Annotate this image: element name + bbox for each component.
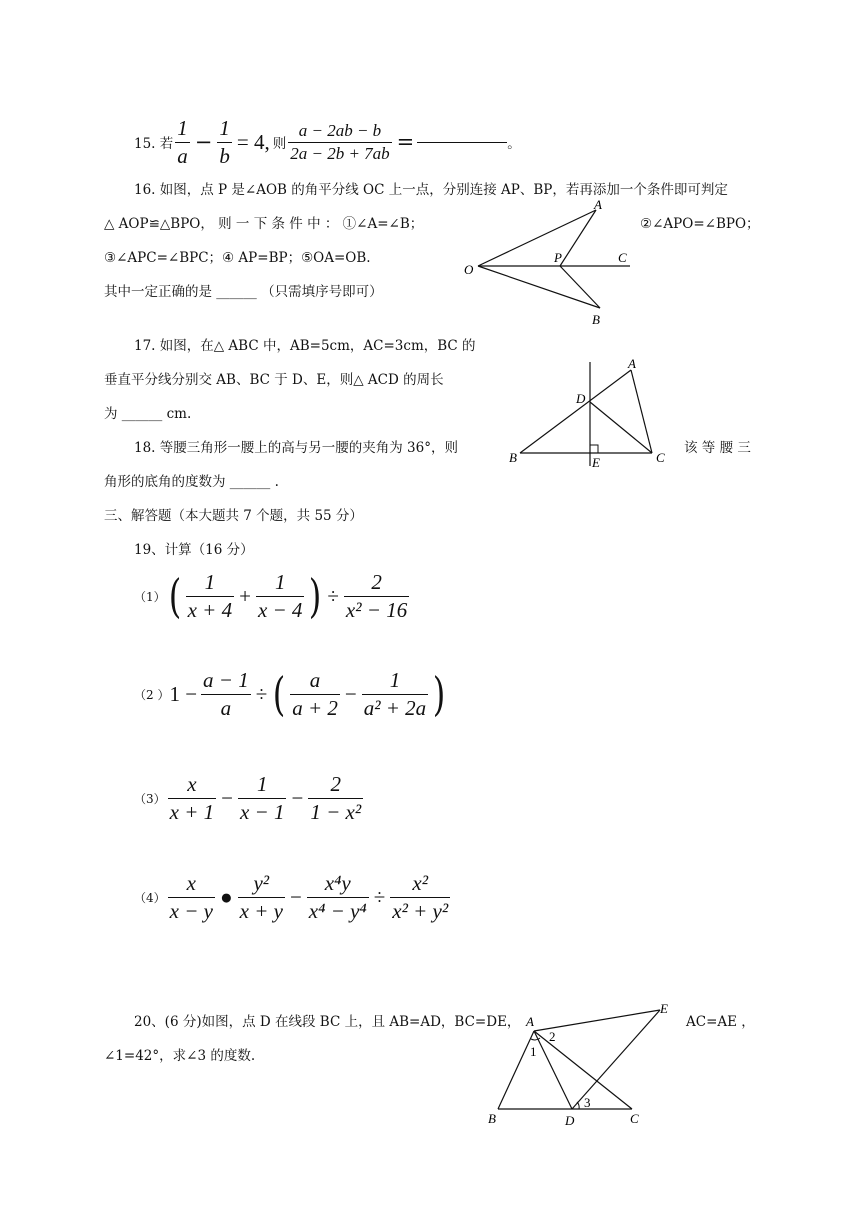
bullet-icon: ●: [219, 884, 233, 909]
q15-then: 则: [272, 136, 287, 152]
question-15: 15. 若 $\frac{1}{a}$ − $\frac{1}{b}$ = 4, 则 $\frac{a - 2ab - b}{2a - 2b + 7ab}$ = 。: [134, 115, 521, 168]
q17-label-A: A: [628, 356, 636, 371]
q19-part-1: （1） ( $\frac{1}{x + 4}$ + $\frac{1}{x - 4}$ ) ÷ $\frac{2}{\text{x² − 16}}$: [134, 569, 408, 623]
q16-label-P: P: [554, 250, 562, 265]
q19-title: 19、计算（16 分）: [134, 542, 254, 558]
q16-line-2-right: ②∠APO=∠BPO；: [640, 216, 760, 232]
q19-p1-label: （1）: [134, 589, 166, 604]
section-3-title: 三、解答题（本大题共 7 个题，共 55 分）: [104, 508, 363, 524]
q18-line-1-left: 18. 等腰三角形一腰上的高与另一腰的夹角为 36°，则: [134, 440, 458, 456]
q17-line-2: 垂直平分线分别交 AB、BC 于 D、E，则△ ACD 的周长: [104, 372, 444, 388]
q16-line-4: 其中一定正确的是 ______ （只需填序号即可）: [104, 284, 383, 300]
q20-line-1-right: AC=AE ，: [686, 1014, 755, 1030]
q16-label-O: O: [464, 262, 474, 277]
q20-label-B: B: [488, 1111, 496, 1126]
q19-p4-label: （4）: [134, 890, 166, 905]
q19-part-3: （3） $\frac{x}{x + 1}$ − $\frac{1}{x - 1}$ − $\frac{2}{\text{1 − x²}}$: [134, 771, 362, 824]
q20-label-C: C: [630, 1111, 639, 1126]
q15-suffix: 。: [507, 136, 521, 152]
q17-label-B: B: [509, 450, 517, 465]
q19-part-2: （2 ） 1 − $\frac{a - 1}{a}$ ÷ ( $\frac{a}{a + 2}$ − $\frac{1}{\text{a² + 2a}}$ ): [134, 667, 446, 721]
q17-line-1: 17. 如图，在△ ABC 中，AB=5cm，AC=3cm，BC 的: [134, 338, 476, 354]
q20-label-1: 1: [530, 1044, 537, 1059]
q17-label-E: E: [592, 455, 600, 470]
q20-label-D: D: [565, 1113, 575, 1128]
q17-label-C: C: [656, 450, 665, 465]
q20-figure: [484, 996, 680, 1132]
q15-answer-blank[interactable]: [417, 142, 507, 143]
q20-label-3: 3: [584, 1095, 591, 1110]
q16-label-A: A: [594, 197, 602, 212]
q18-line-1-right: 该 等 腰 三: [684, 440, 751, 456]
q19-part-4: （4） $\frac{x}{x - y}$ ● $\frac{\text{y²}}{x + y}$ − $\frac{\text{x⁴y}}{\text{x⁴ − y⁴}}$ ÷ $\frac{\text{x²}}{\text{x² + y²}}$: [134, 870, 449, 923]
q16-line-3: ③∠APC=∠BPC；④ AP=BP；⑤OA=OB.: [104, 250, 371, 266]
q15-fraction-1: $\frac{1}{a}$: [177, 115, 188, 168]
q19-p3-label: （3）: [134, 791, 166, 806]
q20-label-A: A: [526, 1014, 534, 1029]
q16-label-B: B: [592, 312, 600, 327]
q16-label-C: C: [618, 250, 627, 265]
q20-line-1-left: 20、(6 分)如图，点 D 在线段 BC 上，且 AB=AD，BC=DE，: [134, 1014, 521, 1030]
q16-figure: [460, 196, 640, 332]
q20-line-2: ∠1=42°，求∠3 的度数.: [104, 1048, 256, 1064]
q16-line-1: 16. 如图，点 P 是∠AOB 的角平分线 OC 上一点，分别连接 AP、BP，若再添加一个条件即可判定: [134, 182, 728, 198]
q17-label-D: D: [576, 391, 586, 406]
q15-prefix: 15. 若: [134, 136, 174, 152]
q17-line-3: 为 ______ cm.: [104, 406, 192, 422]
q15-equals: = 4,: [236, 129, 270, 154]
q20-label-2: 2: [549, 1029, 556, 1044]
q16-line-2-left: △ AOP≌△BPO， 则 一 下 条 件 中 ： ①∠A=∠B；: [104, 216, 424, 232]
q15-fraction-3: $\frac{a - 2ab - b}{2a - 2b + 7ab}$: [290, 120, 390, 163]
q17-figure: [506, 352, 676, 470]
q20-label-E: E: [660, 1001, 668, 1016]
q19-p2-label: （2 ）: [134, 687, 170, 702]
q18-line-2: 角形的底角的度数为 ______ .: [104, 474, 279, 490]
q15-fraction-2: $\frac{1}{b}$: [219, 115, 230, 168]
